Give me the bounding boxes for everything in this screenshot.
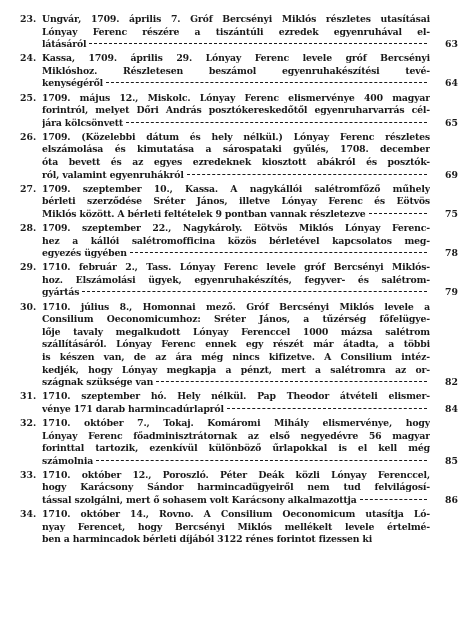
- page-number: 82: [445, 377, 458, 389]
- entry-line: forinttal tartozik, ezenkívül különböző űrlapokkal is el kell még: [42, 443, 430, 455]
- page-number: 78: [445, 248, 458, 260]
- entry-line-text: tással szolgálni, mert ő sohasem volt Karácsony alkalmazottja: [42, 494, 357, 506]
- entry-row: [20, 470, 459, 508]
- dash-leader: [89, 43, 427, 44]
- entry-line: Kassa, 1709. április 29. Lónyay Ferenc levele gróf Bercsényi: [42, 53, 430, 65]
- entry-row: [20, 418, 459, 468]
- entry-line: nyay Ferencet, hogy Bercsényi Miklós mellékelt levele értelmé-: [42, 521, 430, 533]
- dash-leader: [96, 460, 427, 461]
- entry-text: [42, 93, 430, 131]
- entry-row: [20, 93, 459, 131]
- entry-number: 26.: [20, 131, 37, 143]
- entry-line: 1709. május 12., Miskolc. Lónyay Ferenc elismervénye 400 magyar: [42, 92, 430, 104]
- entry-line: kedjék, hogy Lónyay megkapja a pénzt, mert a salétromra az or-: [42, 364, 430, 376]
- page-number: 79: [445, 287, 458, 299]
- entry-line: Lónyay Ferenc részére a tiszántúli ezredek egyenruhával el-: [42, 26, 430, 38]
- entry-number: 28.: [20, 223, 37, 234]
- entry-number: 29.: [20, 262, 37, 274]
- entry-line: forintról, melyet Dőri András posztókereskedőtől egyenruharvarrás cél-: [42, 105, 430, 117]
- page-number: 75: [445, 208, 458, 220]
- entry-row: [20, 223, 459, 261]
- entry-text: [42, 391, 430, 416]
- entry-line: is készen van, de az ára még nincs kifizetve. A Consilium intéz-: [42, 351, 430, 363]
- entry-text: [42, 184, 430, 222]
- entry-line-text: szágnak szüksége van: [42, 377, 154, 389]
- entry-number: 23.: [20, 14, 37, 25]
- entry-last-line: [42, 170, 430, 183]
- entry-row: [20, 391, 459, 416]
- entry-line: 1710. október 14., Rovno. A Consilium Oeconomicum utasítja Ló-: [42, 509, 430, 521]
- entry-text: [42, 53, 430, 91]
- entry-line: hogy Karácsony Sándor harmincadügyeiről nem tud felvilágosí-: [42, 482, 430, 494]
- entry-last-line: [42, 404, 430, 417]
- entry-line: 1709. szeptember 22., Nagykároly. Eötvös Miklós Lónyay Ferenc-: [42, 223, 430, 234]
- entry-line: Miklóshoz. Részletesen beszámol egyenruhakészítési tevé-: [42, 65, 430, 77]
- entry-list: [20, 14, 459, 547]
- page-number: 64: [445, 78, 458, 90]
- entry-number: 33.: [20, 469, 37, 481]
- entry-last-line: [42, 118, 430, 131]
- dash-leader: [82, 291, 427, 292]
- entry-number: 27.: [20, 183, 37, 195]
- entry-line-text: számolnia: [42, 455, 94, 467]
- entry-line-text: kenységéről: [42, 78, 104, 90]
- entry-number: 31.: [20, 391, 37, 403]
- entry-row: [20, 14, 459, 52]
- entry-last-line: [42, 495, 430, 508]
- entry-number: 34.: [20, 509, 37, 521]
- entry-line: Ungvár, 1709. április 7. Gróf Bercsényi Miklós részletes utasításai: [42, 14, 430, 25]
- entry-line: 1710. július 8., Homonnai mező. Gróf Bercsényi Miklós levele a: [42, 301, 430, 313]
- entry-line-text: látásáról: [42, 39, 87, 51]
- entry-line-text: egyezés ügyében: [42, 248, 127, 260]
- entry-line-text: jára kölcsönvett: [42, 117, 124, 129]
- entry-number: 30.: [20, 301, 37, 313]
- entry-number: 24.: [20, 53, 37, 65]
- entry-line: szállításáról. Lónyay Ferenc ennek egy részét már átadta, a többi: [42, 339, 430, 351]
- entry-line: lője tavaly megalkudott Lónyay Ferenccel 1000 mázsa salétrom: [42, 326, 430, 338]
- entry-line: 1710. szeptember hó. Hely nélkül. Pap Theodor átvételi elismer-: [42, 391, 430, 403]
- entry-row: [20, 132, 459, 182]
- page-number: 84: [445, 403, 458, 415]
- entry-text: [42, 470, 430, 508]
- entry-line: hez a kállói salétromofficina közös bérletével kapcsolatos meg-: [42, 235, 430, 247]
- entry-line-text: Miklós között. A bérleti feltételek 9 pontban vannak részletezve: [42, 208, 366, 220]
- entry-last-line: [42, 78, 430, 91]
- entry-line: Consilium Oeconomicumhoz: Sréter János, a tűzérség főfelügye-: [42, 314, 430, 326]
- entry-line: elszámolása és kimutatása a sárospataki gyűlés, 1708. december: [42, 144, 430, 156]
- entry-last-line: [42, 248, 430, 261]
- dash-leader: [360, 499, 427, 500]
- entry-line: bérleti szerződése Sréter János, illetve Lónyay Ferenc és Eötvös: [42, 196, 430, 208]
- entry-line: hoz. Elszámolási ügyek, egyenruhakészítés, fegyver- és salétrom-: [42, 274, 430, 286]
- entry-line-text: vénye 171 darab harmincadúrlapról: [42, 403, 224, 415]
- entry-last-line: [42, 209, 430, 222]
- entry-number: 32.: [20, 417, 37, 429]
- page-number: 63: [445, 39, 458, 51]
- entry-row: [20, 509, 459, 547]
- dash-leader: [126, 122, 427, 123]
- entry-line: óta bevett és az egyes ezredeknek kiosztott abákról és posztók-: [42, 157, 430, 169]
- entry-last-line: [42, 287, 430, 300]
- entry-text: [42, 418, 430, 468]
- page-number: 85: [445, 455, 458, 467]
- entry-last-line: [42, 39, 430, 52]
- dash-leader: [369, 213, 427, 214]
- entry-line: 1709. (Közelebbi dátum és hely nélkül.) Lónyay Ferenc részletes: [42, 131, 430, 143]
- entry-row: [20, 53, 459, 91]
- entry-text: [42, 302, 430, 390]
- entry-text: [42, 262, 430, 300]
- entry-row: [20, 184, 459, 222]
- entry-text: [42, 509, 430, 547]
- entry-line: 1710. október 7., Tokaj. Komáromi Mihály elismervénye, hogy: [42, 417, 430, 429]
- entry-last-line: [42, 456, 430, 469]
- page-number: 86: [445, 494, 458, 506]
- entry-text: [42, 14, 430, 52]
- entry-line: 1710. október 12., Poroszló. Péter Deák közli Lónyay Ferenccel,: [42, 469, 430, 481]
- entry-text: [42, 223, 430, 261]
- dash-leader: [106, 82, 427, 83]
- entry-last-line: [42, 377, 430, 390]
- entry-text: [42, 132, 430, 182]
- page-number: 65: [445, 117, 458, 129]
- entry-line: Lónyay Ferenc főadminisztrátornak az első negyedévre 56 magyar: [42, 430, 430, 442]
- entry-line: 1709. szeptember 10., Kassa. A nagykállói salétromfőző műhely: [42, 183, 430, 195]
- page-number: 69: [445, 169, 458, 181]
- dash-leader: [187, 174, 427, 175]
- entry-row: [20, 302, 459, 390]
- entry-number: 25.: [20, 92, 37, 104]
- entry-row: [20, 262, 459, 300]
- dash-leader: [130, 252, 427, 253]
- entry-line-text: gyártás: [42, 287, 80, 299]
- entry-line-text: ról, valamint egyenruhákról: [42, 169, 184, 181]
- dash-leader: [227, 408, 427, 409]
- entry-line: 1710. február 2., Tass. Lónyay Ferenc levele gróf Bercsényi Miklós-: [42, 262, 430, 274]
- dash-leader: [156, 381, 427, 382]
- entry-line: ben a harmincadok bérleti díjából 3122 rénes forintot fizessen ki: [42, 534, 373, 546]
